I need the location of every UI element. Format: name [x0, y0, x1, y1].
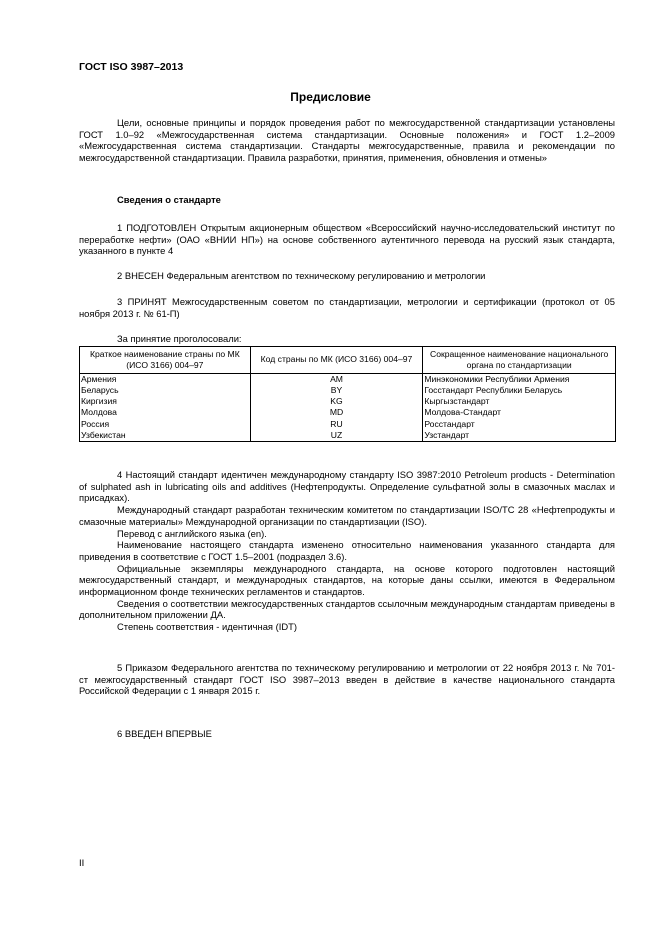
standards-body-cell: Госстандарт Республики Беларусь — [423, 385, 616, 396]
table-row — [80, 396, 616, 407]
country-cell: Киргизия — [80, 396, 251, 407]
country-cell: Россия — [80, 419, 251, 430]
country-cell: Беларусь — [80, 385, 251, 396]
item-6-text: 6 ВВЕДЕН ВПЕРВЫЕ — [117, 728, 212, 739]
intro-paragraph — [79, 117, 615, 164]
country-cell: Узбекистан — [80, 430, 251, 442]
item-2-text: 2 ВНЕСЕН Федеральным агентством по техническому регулированию и метрологии — [117, 270, 486, 281]
item-4-translation-text: Перевод с английского языка (en). — [117, 527, 267, 539]
standards-body-cell: Узстандарт — [423, 430, 616, 442]
table-header-code: Код страны по МК (ИСО 3166) 004–97 — [250, 347, 423, 374]
table-header-country: Краткое наименование страны по МК (ИСО 3166) 004–97 — [80, 347, 251, 374]
code-cell: BY — [250, 385, 423, 396]
code-cell: UZ — [250, 430, 423, 442]
country-cell: Армения — [80, 373, 251, 385]
item-4-name-change-text: Наименование настоящего стандарта изменено относительно наименования указанного стандарта для приведения в соответствие с ГОСТ 1.5–2001 (подраздел 3.6). — [79, 539, 615, 562]
country-cell: Молдова — [80, 407, 251, 418]
table-header-row — [80, 347, 616, 374]
item-4-text: 4 Настоящий стандарт идентичен международному стандарту ISO 3987:2010 Petroleum products - Determination of sulphated ash in lubricating oils and additives (Нефтепродукты. Определение сульфатной золы в смазочных маслах и присадках). — [79, 469, 615, 504]
table-row — [80, 419, 616, 430]
standards-body-cell: Росстандарт — [423, 419, 616, 430]
item-5-paragraph — [79, 662, 615, 697]
table-row — [80, 385, 616, 396]
page-number: II — [79, 858, 85, 869]
item-3-paragraph — [79, 296, 615, 319]
code-cell: MD — [250, 407, 423, 418]
section-heading: Сведения о стандарте — [117, 194, 221, 205]
item-4-official-copies-text: Официальные экземпляры международного стандарта, на основе которого подготовлен настоящий межгосударственный стандарт, и международных стандартов, на которые даны ссылки, имеются в Федеральном информационном фонде технических регламентов и стандартов. — [79, 562, 615, 598]
table-row — [80, 373, 616, 385]
item-1-paragraph — [79, 222, 615, 257]
item-4-degree-text: Степень соответствия - идентичная (IDT) — [117, 621, 297, 633]
intro-text: Цели, основные принципы и порядок проведения работ по межгосударственной стандартизации установлены ГОСТ 1.0–92 «Межгосударственная система стандартизации. Основные положения» и ГОСТ 1.2–2009 «Межгосударственная система стандартизации. Стандарты межгосударственные, правила и рекомендации по межгосударственной стандартизации. Правила разработки, принятия, применения, обновления и отмены» — [79, 117, 615, 164]
code-cell: KG — [250, 396, 423, 407]
item-4-correspondence-text: Сведения о соответствии межгосударственных стандартов ссылочным международным стандартам приведены в дополнительном приложении ДА. — [79, 597, 615, 621]
voting-countries-table — [79, 346, 616, 442]
item-3-text: 3 ПРИНЯТ Межгосударственным советом по стандартизации, метрологии и сертификации (протокол от 05 ноября 2013 г. № 61-П) — [79, 296, 615, 319]
standards-body-cell: Кыргызстандарт — [423, 396, 616, 407]
table-row — [80, 430, 616, 442]
standards-body-cell: Минэкономики Республики Армения — [423, 373, 616, 385]
item-4-block — [79, 469, 615, 633]
item-6-paragraph — [79, 728, 615, 740]
code-cell: RU — [250, 419, 423, 430]
item-2-paragraph — [79, 270, 615, 282]
table-row — [80, 407, 616, 418]
table-header-body: Сокращенное наименование национального органа по стандартизации — [423, 347, 616, 374]
page-title: Предисловие — [290, 90, 371, 104]
vote-label: За принятие проголосовали: — [117, 333, 242, 344]
standards-body-cell: Молдова-Стандарт — [423, 407, 616, 418]
document-id-header: ГОСТ ISO 3987–2013 — [79, 61, 184, 73]
item-5-text: 5 Приказом Федерального агентства по техническому регулированию и метрологии от 22 ноября 2013 г. № 701-ст межгосударственный стандарт ГОСТ ISO 3987–2013 введен в действие в качестве национального стандарта Российской Федерации с 1 января 2015 г. — [79, 662, 615, 697]
item-4-committee-text: Международный стандарт разработан техническим комитетом по стандартизации ISO/TC 28 «Нефтепродукты и смазочные материалы» Международной организации по стандартизации (ISO). — [79, 504, 615, 527]
code-cell: AM — [250, 373, 423, 385]
item-1-text: 1 ПОДГОТОВЛЕН Открытым акционерным обществом «Всероссийский научно-исследовательский институт по переработке нефти» (ОАО «ВНИИ НП») на основе собственного аутентичного перевода на русский язык стандарта, указанного в пункте 4 — [79, 222, 615, 257]
